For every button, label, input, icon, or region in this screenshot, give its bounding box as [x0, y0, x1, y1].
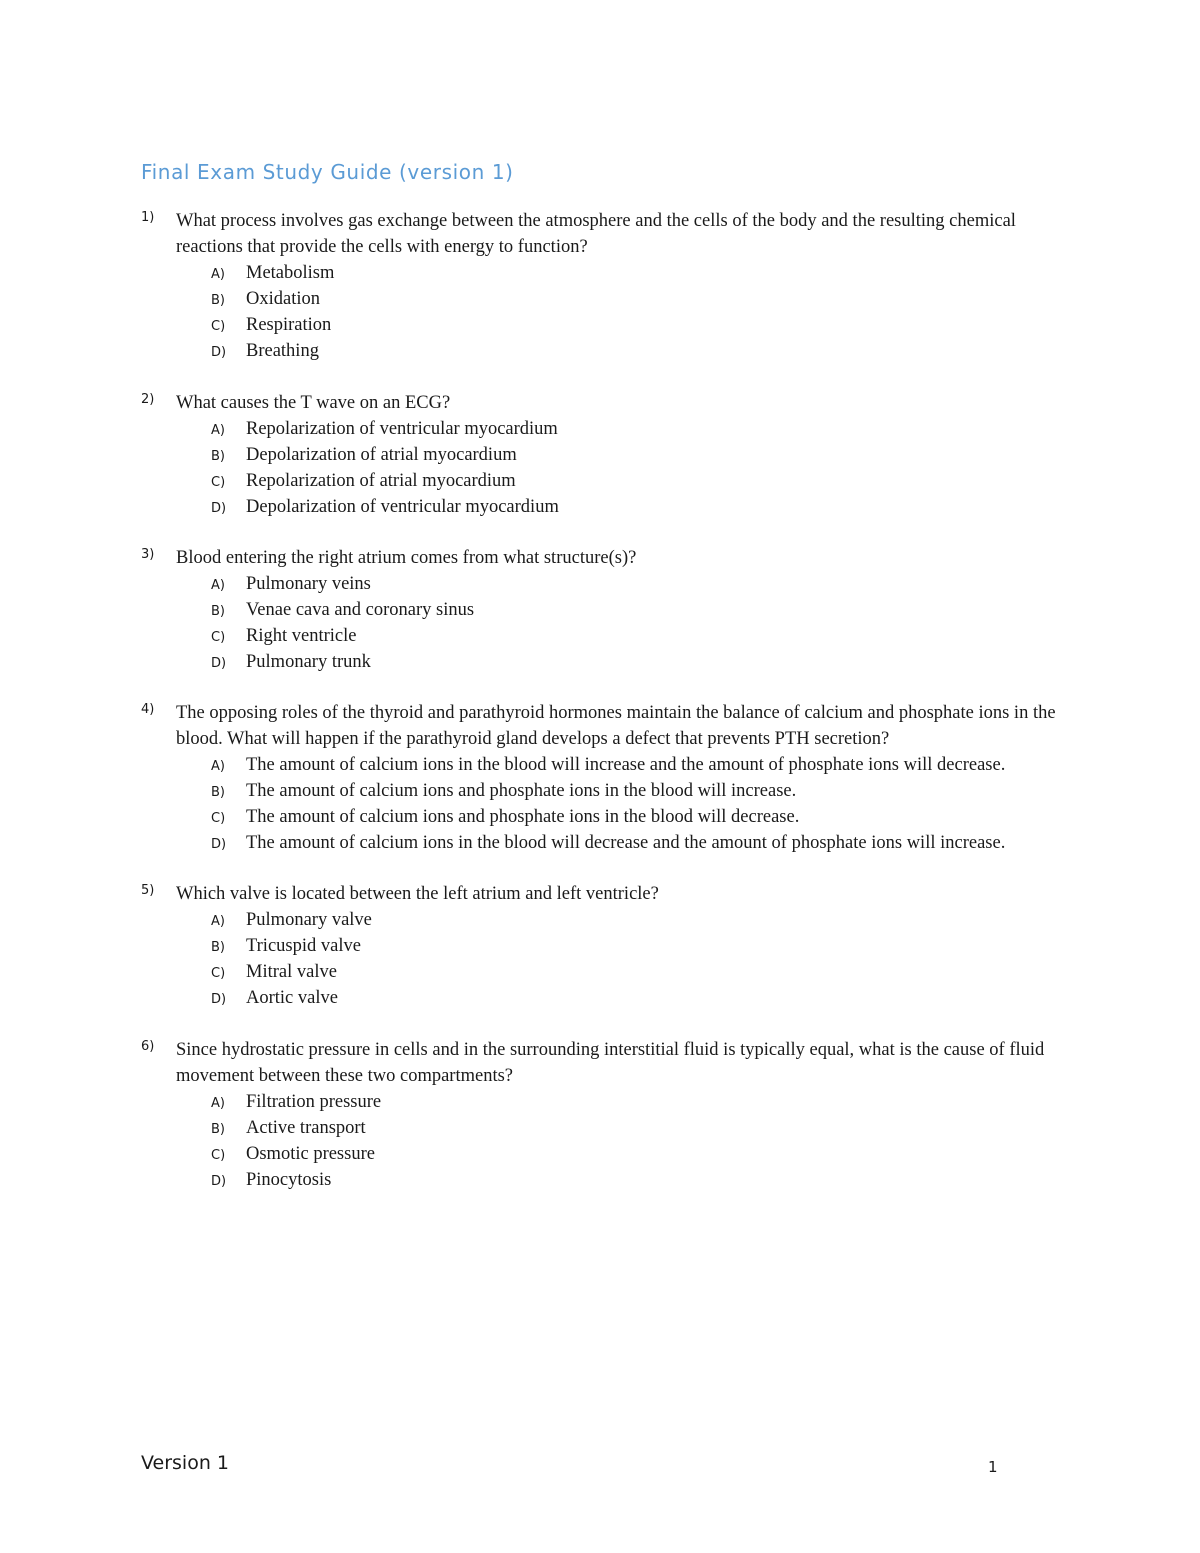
option-b — [141, 442, 1071, 468]
option-b — [141, 286, 1071, 312]
question-5 — [141, 881, 1071, 1011]
option-text: Repolarization of atrial myocardium — [246, 471, 516, 491]
option-letter: D) — [211, 1174, 227, 1189]
option-c — [141, 623, 1071, 649]
option-text: Pinocytosis — [246, 1170, 332, 1190]
option-letter: D) — [211, 501, 227, 516]
option-a — [141, 752, 1071, 778]
option-c — [141, 1141, 1071, 1167]
option-a — [141, 260, 1071, 286]
option-text: Oxidation — [246, 289, 320, 309]
option-letter: A) — [211, 759, 225, 774]
question-text: The opposing roles of the thyroid and parathyroid hormones maintain the balance of calcium and phosphate ions in the blood. What will happen if the parathyroid gland develops a defect that prevents PTH secretion? — [176, 703, 1056, 749]
option-a — [141, 571, 1071, 597]
option-letter: A) — [211, 267, 225, 282]
option-text: The amount of calcium ions and phosphate ions in the blood will decrease. — [246, 807, 800, 827]
option-text: Depolarization of ventricular myocardium — [246, 497, 559, 517]
option-letter: D) — [211, 992, 227, 1007]
question-3 — [141, 545, 1071, 675]
option-d — [141, 985, 1071, 1011]
question-number: 3) — [141, 547, 155, 562]
option-text: The amount of calcium ions and phosphate ions in the blood will increase. — [246, 781, 797, 801]
option-a — [141, 416, 1071, 442]
option-text: Tricuspid valve — [246, 936, 361, 956]
question-text: Blood entering the right atrium comes from what structure(s)? — [176, 548, 637, 568]
option-text: Osmotic pressure — [246, 1144, 375, 1164]
option-text: Respiration — [246, 315, 332, 335]
question-text: What causes the T wave on an ECG? — [176, 393, 451, 413]
option-text: Pulmonary veins — [246, 574, 371, 594]
option-text: Filtration pressure — [246, 1092, 382, 1112]
option-d — [141, 1167, 1071, 1193]
option-letter: B) — [211, 940, 225, 955]
option-letter: B) — [211, 449, 225, 464]
option-letter: A) — [211, 914, 225, 929]
option-c — [141, 804, 1071, 830]
option-letter: D) — [211, 656, 227, 671]
option-letter: B) — [211, 785, 225, 800]
option-text: Pulmonary trunk — [246, 652, 371, 672]
option-letter: A) — [211, 578, 225, 593]
option-text: Pulmonary valve — [246, 910, 372, 930]
option-text: The amount of calcium ions in the blood will increase and the amount of phosphate ions will decrease. — [246, 755, 1006, 775]
option-text: Aortic valve — [246, 988, 338, 1008]
footer-version: Version 1 — [141, 1452, 229, 1474]
question-number: 4) — [141, 702, 155, 717]
option-text: Metabolism — [246, 263, 335, 283]
option-letter: A) — [211, 1096, 225, 1111]
option-b — [141, 597, 1071, 623]
option-letter: C) — [211, 475, 226, 490]
question-number: 1) — [141, 210, 155, 225]
option-d — [141, 338, 1071, 364]
question-text: Since hydrostatic pressure in cells and in the surrounding interstitial fluid is typically equal, what is the cause of fluid movement between these two compartments? — [176, 1040, 1045, 1086]
option-c — [141, 959, 1071, 985]
option-letter: C) — [211, 811, 226, 826]
option-text: Venae cava and coronary sinus — [246, 600, 475, 620]
option-c — [141, 312, 1071, 338]
option-text: Depolarization of atrial myocardium — [246, 445, 517, 465]
option-text: Mitral valve — [246, 962, 337, 982]
option-letter: B) — [211, 293, 225, 308]
option-d — [141, 649, 1071, 675]
option-letter: C) — [211, 630, 226, 645]
option-letter: D) — [211, 345, 227, 360]
option-d — [141, 830, 1071, 856]
page-title: Final Exam Study Guide (version 1) — [141, 160, 514, 184]
option-b — [141, 778, 1071, 804]
question-text: Which valve is located between the left atrium and left ventricle? — [176, 884, 659, 904]
question-6 — [141, 1037, 1071, 1193]
option-text: Repolarization of ventricular myocardium — [246, 419, 558, 439]
question-number: 2) — [141, 392, 155, 407]
question-2 — [141, 390, 1071, 520]
option-c — [141, 468, 1071, 494]
option-b — [141, 1115, 1071, 1141]
option-a — [141, 1089, 1071, 1115]
option-letter: C) — [211, 966, 226, 981]
option-letter: C) — [211, 1148, 226, 1163]
question-number: 6) — [141, 1039, 155, 1054]
question-text: What process involves gas exchange between the atmosphere and the cells of the body and the resulting chemical reactions that provide the cells with energy to function? — [176, 211, 1016, 257]
option-text: Breathing — [246, 341, 319, 361]
option-letter: D) — [211, 837, 227, 852]
question-4 — [141, 700, 1071, 856]
option-a — [141, 907, 1071, 933]
option-text: Active transport — [246, 1118, 366, 1138]
option-text: The amount of calcium ions in the blood will decrease and the amount of phosphate ions will increase. — [246, 833, 1006, 853]
option-letter: B) — [211, 604, 225, 619]
question-number: 5) — [141, 883, 155, 898]
page-number: 1 — [988, 1458, 998, 1476]
option-letter: C) — [211, 319, 226, 334]
option-letter: B) — [211, 1122, 225, 1137]
option-b — [141, 933, 1071, 959]
option-d — [141, 494, 1071, 520]
option-letter: A) — [211, 423, 225, 438]
question-1 — [141, 208, 1071, 364]
option-text: Right ventricle — [246, 626, 357, 646]
